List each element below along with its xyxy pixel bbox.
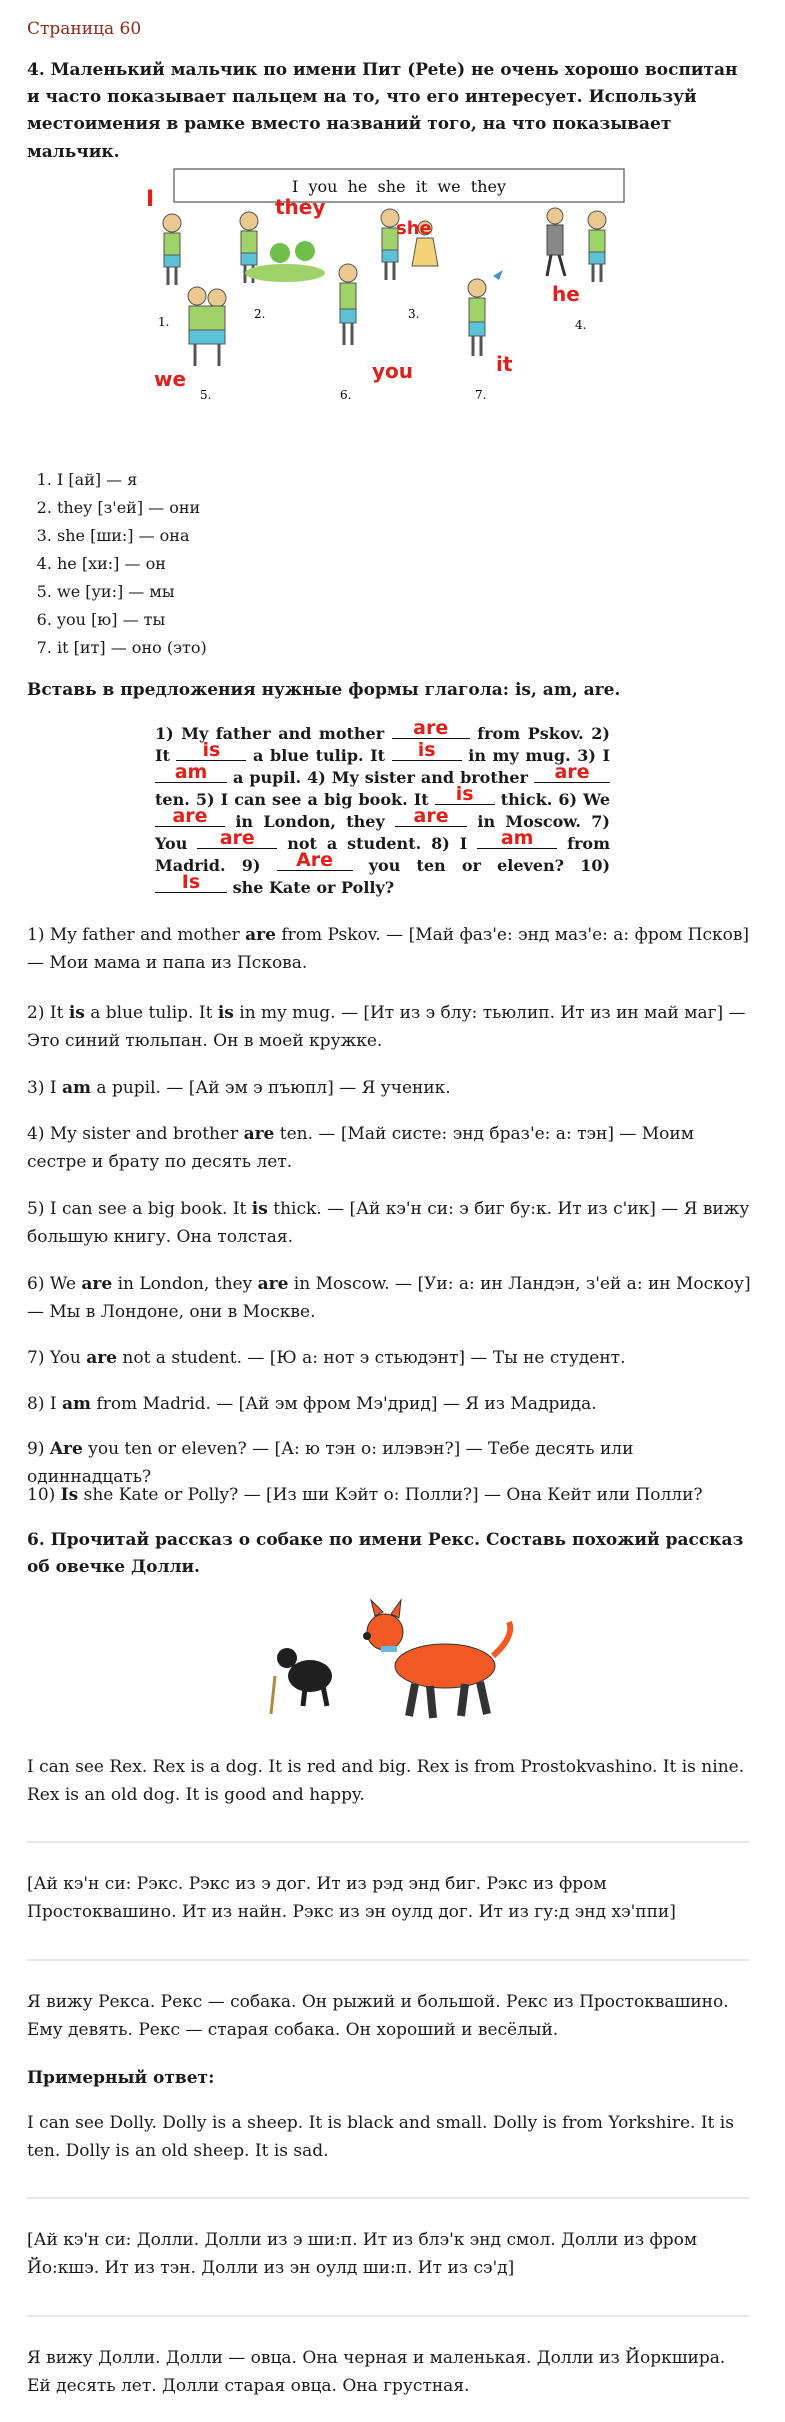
label-you: you [372, 359, 414, 383]
pronoun-illustration [140, 166, 630, 406]
blank-9: are [197, 832, 277, 849]
answer-2: 2) It is a blue tulip. It is in my mug. — [Ит из э блу: тьюлип. Ит из ин май маг] — Это синий тюльпан. Он в моей кружке. [27, 1003, 746, 1051]
story-en: I can see Rex. Rex is a dog. It is red and big. Rex is from Prostokvashino. It is nine. Rex is an old dog. It is good and happy. [27, 1757, 745, 1805]
task5-heading: Вставь в предложения нужные формы глагола: is, am, are. [27, 680, 621, 700]
blank-3: is [392, 744, 462, 761]
answer-5: 5) I can see a big book. It is thick. — [Ай кэ'н си: э биг бу:к. Ит из с'ик] — Я вижу большую книгу. Она толстая. [27, 1199, 750, 1247]
blank-1: are [392, 722, 470, 739]
blank-7: are [155, 810, 225, 827]
figure-1 [163, 214, 181, 285]
dogs-illustration [265, 1596, 525, 1726]
blank-10: am [477, 832, 557, 849]
divider [27, 1959, 749, 1961]
number-3: 3. [408, 307, 420, 321]
number-5: 5. [200, 388, 212, 402]
blank-8: are [395, 810, 467, 827]
answer-3: 3) I am a pupil. — [Ай эм э пъюпл] — Я ученик. [27, 1078, 451, 1098]
task4-answers-list [27, 466, 207, 662]
sample-transcription: [Ай кэ'н си: Долли. Долли из э ши:п. Ит из блэ'к энд смол. Долли из фром Йо:кшэ. Ит из тэн. Долли из эн оулд ши:п. Ит из сэ'д] [27, 2230, 698, 2278]
task4-heading: 4. Маленький мальчик по имени Пит (Pete) не очень хорошо воспитан и часто показывает пальцем на то, что его интересует. Используй местоимения в рамке вместо названий того, на что показывает мальчик. [27, 60, 738, 162]
story-transcription: [Ай кэ'н си: Рэкс. Рэкс из э дог. Ит из рэд энд биг. Рэкс из фром Простоквашино. Ит из найн. Рэкс из эн оулд дог. Ит из гу:д энд хэ'ппи] [27, 1874, 676, 1922]
divider [27, 2315, 749, 2317]
list-item: 1. I [ай] — я [57, 466, 207, 494]
list-item: 2. they [з'ей] — они [57, 494, 207, 522]
figure-4 [547, 208, 606, 282]
blank-2: is [176, 744, 246, 761]
task6-heading: 6. Прочитай рассказ о собаке по имени Рекс. Составь похожий рассказ об овечке Долли. [27, 1530, 744, 1578]
answer-6: 6) We are in London, they are in Moscow. — [Уи: а: ин Ландэн, з'ей а: ин Москоу] — Мы в Лондоне, они в Москве. [27, 1274, 751, 1322]
list-item: 6. you [ю] — ты [57, 606, 207, 634]
answer-1: 1) My father and mother are from Pskov. — [Май фаз'е: энд маз'е: а: фром Псков] — Мои мама и папа из Пскова. [27, 925, 750, 973]
red-dog-rex [363, 1600, 510, 1718]
black-dog [271, 1648, 332, 1714]
pronoun-frame-text: I you he she it we they [291, 177, 507, 196]
label-they: they [275, 195, 326, 219]
list-item: 7. it [ит] — оно (это) [57, 634, 207, 662]
blank-12: Is [155, 876, 227, 893]
blank-5: are [534, 766, 610, 783]
figure-5 [188, 287, 226, 366]
list-item: 3. she [ши:] — она [57, 522, 207, 550]
page-title: Страница 60 [27, 19, 142, 39]
label-we: we [154, 367, 187, 391]
list-item: 5. we [уи:] — мы [57, 578, 207, 606]
sample-heading: Примерный ответ: [27, 2068, 215, 2088]
answer-8: 8) I am from Madrid. — [Ай эм фром Мэ'дрид] — Я из Мадрида. [27, 1394, 597, 1414]
label-it: it [496, 352, 513, 376]
answer-4: 4) My sister and brother are ten. — [Май систе: энд браз'е: а: тэн] — Моим сестре и брату по десять лет. [27, 1124, 694, 1172]
number-4: 4. [575, 318, 587, 332]
exercise-box: 1) My father and mother are from Pskov. 2) It is a blue tulip. It is in my mug. 3) I am a pupil. 4) My sister and brother are ten. 5) I can see a big book. It is thick. 6) We are in London, they are in Moscow. 7) You are not a student. 8) I am from Madrid. 9) Are you ten or eleven? 10) Is she Kate or Polly? [155, 717, 611, 897]
divider [27, 2197, 749, 2199]
figure-6 [339, 264, 357, 345]
answer-10: 10) Is she Kate or Polly? — [Из ши Кэйт о: Полли?] — Она Кейт или Полли? [27, 1485, 703, 1505]
number-6: 6. [340, 388, 352, 402]
sample-ru: Я вижу Долли. Долли — овца. Она черная и маленькая. Долли из Йоркшира. Ей десять лет. Долли старая овца. Она грустная. [27, 2348, 726, 2396]
figure-7 [468, 270, 503, 356]
blank-6: is [435, 788, 495, 805]
figure-2 [240, 212, 325, 283]
number-2: 2. [254, 307, 266, 321]
number-7: 7. [475, 388, 487, 402]
sample-en: I can see Dolly. Dolly is a sheep. It is black and small. Dolly is from Yorkshire. It is ten. Dolly is an old sheep. It is sad. [27, 2113, 734, 2161]
blank-11: Are [277, 854, 353, 871]
label-she: she [396, 218, 432, 239]
answer-7: 7) You are not a student. — [Ю а: нот э стьюдэнт] — Ты не студент. [27, 1348, 626, 1368]
divider [27, 1841, 749, 1843]
list-item: 4. he [хи:] — он [57, 550, 207, 578]
label-he: he [552, 282, 580, 306]
story-ru: Я вижу Рекса. Рекс — собака. Он рыжий и большой. Рекс из Простоквашино. Ему девять. Рекс — старая собака. Он хороший и весёлый. [27, 1992, 729, 2040]
blank-4: am [155, 766, 227, 783]
number-1: 1. [158, 315, 170, 329]
answer-9: 9) Are you ten or eleven? — [А: ю тэн о: илэвэн?] — Тебе десять или одиннадцать? [27, 1439, 634, 1487]
label-I: I [146, 187, 155, 212]
